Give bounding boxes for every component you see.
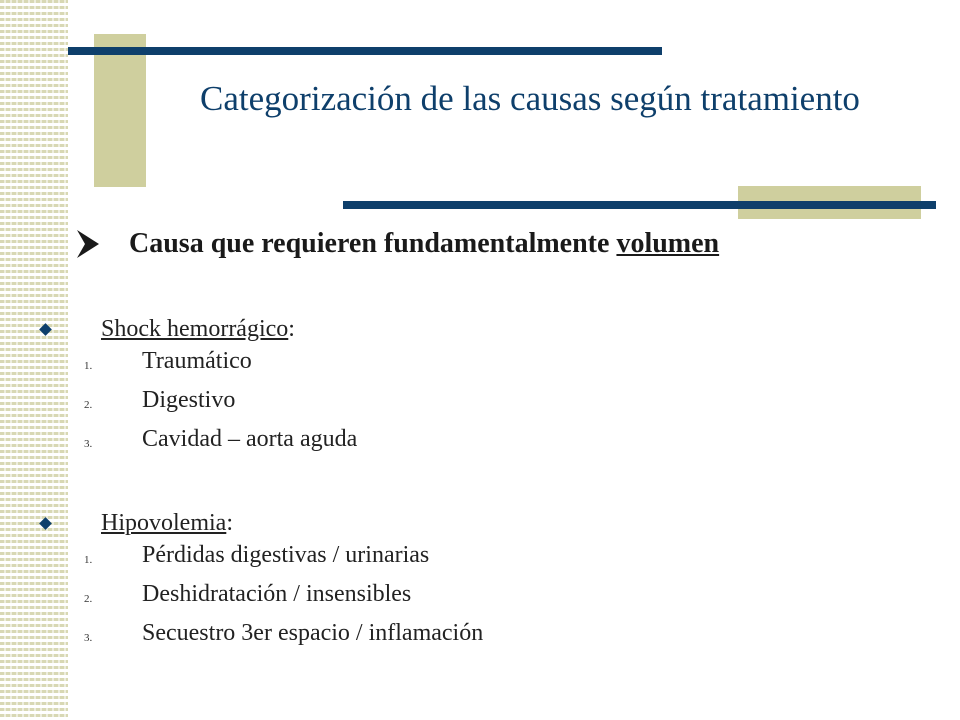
cause-section-hemorrhagic [36,314,896,465]
list-item [36,348,896,387]
list-item-text: Traumático [142,348,252,374]
decorative-top-bar [68,47,662,55]
list-item-number: 3. [84,632,93,644]
list-item-number: 2. [84,593,93,605]
cause-section-hypovolemia [36,508,896,659]
decorative-tan-block [94,34,146,187]
section-label-suffix: : [288,316,295,342]
section-label-suffix: : [226,510,233,536]
section-label-text: Shock hemorrágico [101,316,289,342]
list-item-number: 1. [84,360,93,372]
diamond-bullet-icon [39,517,52,530]
section-bullet [36,314,896,348]
section-label-text: Hipovolemia [101,510,227,536]
heading-underlined-word: volumen [616,228,720,259]
list-item [36,387,896,426]
list-item-number: 2. [84,399,93,411]
section-label [101,316,295,343]
arrow-bullet-icon [75,228,101,260]
list-item-text: Cavidad – aorta aguda [142,426,358,452]
list-item [36,542,896,581]
heading-text [129,228,719,260]
decorative-bottom-bar [343,201,936,209]
section-heading [75,226,935,270]
list-item [36,581,896,620]
list-item-number: 3. [84,438,93,450]
diamond-bullet-icon [39,323,52,336]
list-item-text: Digestivo [142,387,236,413]
list-item-number: 1. [84,554,93,566]
section-label [101,510,233,537]
list-item [36,426,896,465]
slide-title: Categorización de las causas según tratamiento [200,79,860,118]
list-item [36,620,896,659]
list-item-text: Deshidratación / insensibles [142,581,412,607]
list-item-text: Secuestro 3er espacio / inflamación [142,620,484,646]
section-bullet [36,508,896,542]
heading-text-prefix: Causa que requieren fundamentalmente [129,228,617,259]
list-item-text: Pérdidas digestivas / urinarias [142,542,430,568]
